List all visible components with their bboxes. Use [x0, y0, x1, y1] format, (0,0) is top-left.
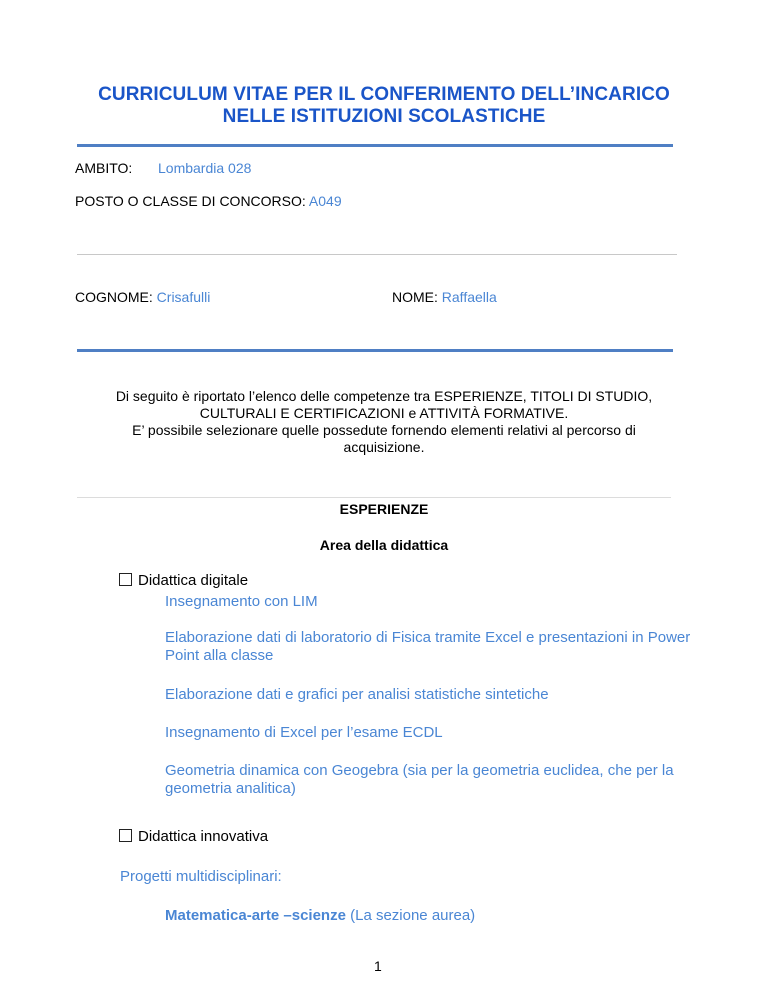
- ambito-field: [75, 160, 132, 177]
- checkbox[interactable]: [119, 573, 132, 586]
- list-item: Geometria dinamica con Geogebra (sia per la geometria euclidea, che per la geometria analitica): [165, 762, 674, 797]
- didattica-innovativa-label: Didattica innovativa: [138, 828, 269, 845]
- posto-label: POSTO O CLASSE DI CONCORSO:: [75, 193, 306, 209]
- list-item: Elaborazione dati e grafici per analisi statistiche sintetiche: [165, 686, 549, 703]
- divider-hair: [77, 497, 671, 498]
- list-item: Insegnamento di Excel per l’esame ECDL: [165, 724, 443, 741]
- list-item: Insegnamento con LIM: [165, 593, 318, 610]
- section-heading: ESPERIENZE: [339, 501, 429, 517]
- didattica-innovativa-checkbox-row[interactable]: [119, 828, 268, 846]
- progetti-label: Progetti multidisciplinari:: [120, 868, 282, 885]
- page-number: 1: [374, 958, 382, 974]
- cognome-label: COGNOME:: [75, 289, 153, 305]
- title-line-1: CURRICULUM VITAE PER IL CONFERIMENTO DELL’INCARICO: [98, 84, 670, 105]
- intro-paragraph: [60, 388, 708, 456]
- ambito-value: Lombardia 028: [158, 160, 252, 176]
- checkbox[interactable]: [119, 829, 132, 842]
- progetto-detail: (La sezione aurea): [345, 907, 476, 924]
- title-line-2: NELLE ISTITUZIONI SCOLASTICHE: [222, 106, 546, 127]
- intro-line-4: acquisizione.: [343, 439, 425, 455]
- intro-line-1: Di seguito è riportato l’elenco delle competenze tra ESPERIENZE, TITOLI DI STUDIO,: [115, 388, 653, 404]
- didattica-digitale-checkbox-row[interactable]: [119, 572, 248, 590]
- nome-field: [392, 289, 497, 306]
- progetto-title: Matematica-arte –scienze: [165, 907, 346, 924]
- didattica-digitale-label: Didattica digitale: [138, 572, 249, 589]
- cognome-field: [75, 289, 210, 306]
- document-title: [60, 84, 708, 128]
- cognome-value: Crisafulli: [156, 289, 211, 305]
- divider-thin: [77, 254, 677, 255]
- progetto-item: [165, 907, 705, 925]
- intro-line-3: E’ possibile selezionare quelle possedute fornendo elementi relativi al percorso di: [132, 422, 636, 438]
- posto-field: [75, 193, 342, 210]
- nome-value: Raffaella: [441, 289, 497, 305]
- divider-thick: [77, 349, 673, 352]
- list-item: Elaborazione dati di laboratorio di Fisica tramite Excel e presentazioni in Power Point alla classe: [165, 629, 691, 664]
- ambito-label: AMBITO:: [75, 160, 133, 176]
- section-subheading: Area della didattica: [319, 537, 449, 553]
- nome-label: NOME:: [392, 289, 438, 305]
- divider-thick: [77, 144, 673, 147]
- posto-value: A049: [308, 193, 342, 209]
- intro-line-2: CULTURALI E CERTIFICAZIONI e ATTIVITÀ FORMATIVE.: [199, 405, 569, 421]
